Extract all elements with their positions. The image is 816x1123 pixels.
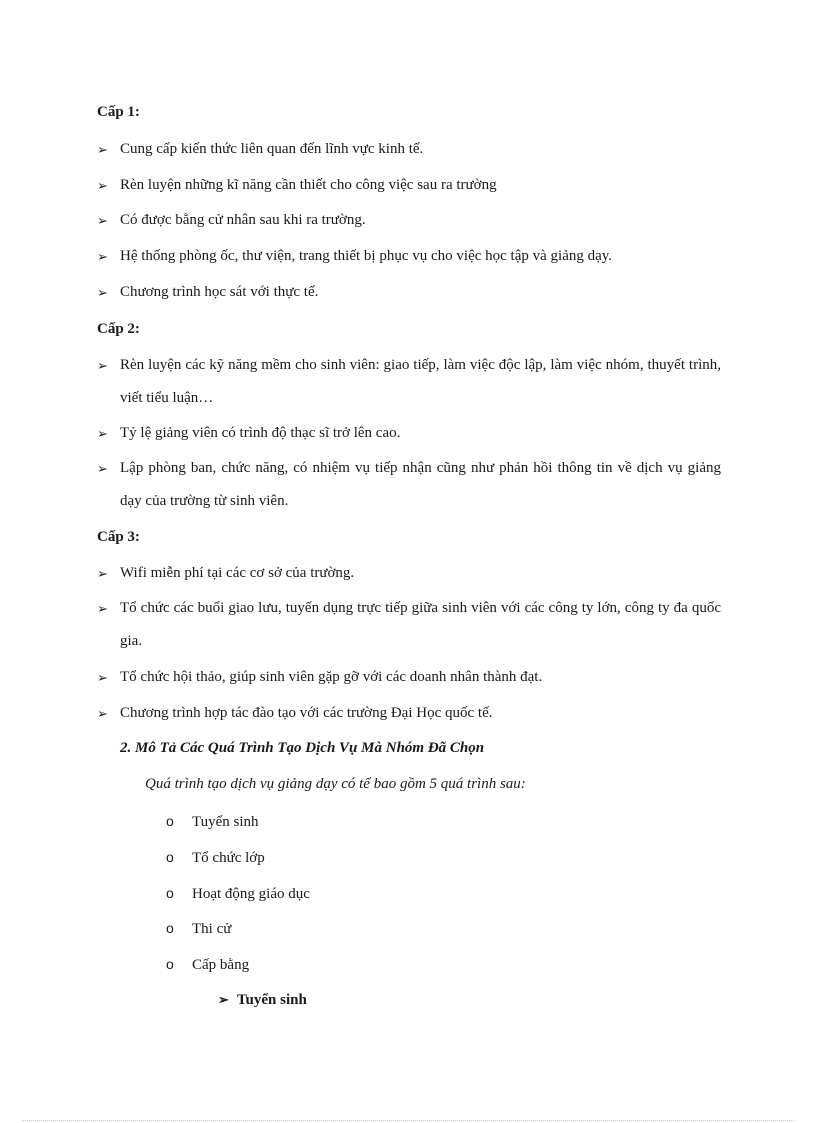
list-item bbox=[97, 592, 721, 658]
level-2-heading: Cấp 2: bbox=[97, 321, 140, 337]
arrow-bullet-icon: ➢ bbox=[97, 213, 108, 228]
arrow-bullet-icon: ➢ bbox=[97, 566, 108, 581]
list-item-text: Chương trình học sát với thực tế. bbox=[120, 284, 319, 300]
list-item bbox=[97, 452, 721, 518]
level-3-heading: Cấp 3: bbox=[97, 529, 140, 545]
arrow-bullet-icon: ➢ bbox=[97, 601, 108, 616]
arrow-bullet-icon: ➢ bbox=[97, 285, 108, 300]
process-item-text: Tổ chức lớp bbox=[192, 850, 265, 866]
section-title: 2. Mô Tả Các Quá Trình Tạo Dịch Vụ Mà Nhóm Đã Chọn bbox=[120, 740, 485, 756]
list-item bbox=[97, 661, 721, 694]
list-item-text: Tỷ lệ giảng viên có trình độ thạc sĩ trở lên cao. bbox=[120, 425, 401, 441]
page-bottom-divider bbox=[22, 1120, 794, 1121]
arrow-bullet-icon: ➢ bbox=[218, 992, 229, 1007]
process-item-text: Hoạt động giáo dục bbox=[192, 886, 310, 902]
list-item-text: Cung cấp kiến thức liên quan đến lĩnh vực kinh tế. bbox=[120, 141, 424, 157]
list-item bbox=[97, 276, 721, 309]
list-item-text: Hệ thống phòng ốc, thư viện, trang thiết bị phục vụ cho việc học tập và giảng dạy. bbox=[120, 248, 613, 264]
circle-bullet-icon: o bbox=[166, 885, 174, 901]
arrow-bullet-icon: ➢ bbox=[97, 249, 108, 264]
process-item-text: Cấp bằng bbox=[192, 957, 250, 973]
list-item-text: Chương trình hợp tác đào tạo với các trường Đại Học quốc tế. bbox=[120, 705, 493, 721]
list-item bbox=[97, 133, 721, 166]
process-item bbox=[166, 813, 259, 831]
subheading-text: Tuyển sinh bbox=[236, 992, 307, 1008]
list-item-text: Có được bằng cử nhân sau khi ra trường. bbox=[120, 212, 366, 228]
section-intro: Quá trình tạo dịch vụ giảng dạy có tể bao gồm 5 quá trình sau: bbox=[145, 776, 526, 792]
list-item-text: Wifi miễn phí tại các cơ sở của trường. bbox=[120, 565, 355, 581]
list-item-text: Tổ chức hội thảo, giúp sinh viên gặp gỡ với các doanh nhân thành đạt. bbox=[120, 669, 543, 685]
list-item bbox=[97, 697, 721, 730]
arrow-bullet-icon: ➢ bbox=[97, 461, 108, 476]
list-item bbox=[97, 240, 721, 273]
arrow-bullet-icon: ➢ bbox=[97, 706, 108, 721]
process-item-text: Tuyển sinh bbox=[192, 814, 259, 830]
circle-bullet-icon: o bbox=[166, 849, 174, 865]
process-item bbox=[166, 920, 231, 938]
list-item bbox=[97, 349, 721, 415]
list-item-text: Tổ chức các buổi giao lưu, tuyển dụng trực tiếp giữa sinh viên với các công ty lớn, công ty đa quốc gia. bbox=[120, 600, 721, 649]
circle-bullet-icon: o bbox=[166, 813, 174, 829]
process-item bbox=[166, 956, 249, 974]
list-item-text: Lập phòng ban, chức năng, có nhiệm vụ tiếp nhận cũng như phản hồi thông tin về dịch vụ giảng dạy của trường từ sinh viên. bbox=[120, 460, 721, 509]
level-1-heading: Cấp 1: bbox=[97, 104, 140, 120]
list-item bbox=[97, 204, 721, 237]
list-item bbox=[97, 169, 721, 202]
list-item-text: Rèn luyện các kỹ năng mềm cho sinh viên: giao tiếp, làm việc độc lập, làm việc nhóm, thuyết trình, viết tiểu luận… bbox=[120, 357, 721, 406]
arrow-bullet-icon: ➢ bbox=[97, 426, 108, 441]
list-item bbox=[97, 417, 721, 450]
process-item-text: Thi cử bbox=[192, 921, 232, 937]
arrow-bullet-icon: ➢ bbox=[97, 670, 108, 685]
arrow-bullet-icon: ➢ bbox=[97, 358, 108, 373]
subheading bbox=[218, 992, 307, 1009]
process-item bbox=[166, 885, 310, 903]
list-item-text: Rèn luyện những kĩ năng cần thiết cho công việc sau ra trường bbox=[120, 177, 497, 193]
arrow-bullet-icon: ➢ bbox=[97, 178, 108, 193]
circle-bullet-icon: o bbox=[166, 956, 174, 972]
circle-bullet-icon: o bbox=[166, 920, 174, 936]
process-item bbox=[166, 849, 265, 867]
list-item bbox=[97, 557, 721, 590]
arrow-bullet-icon: ➢ bbox=[97, 142, 108, 157]
